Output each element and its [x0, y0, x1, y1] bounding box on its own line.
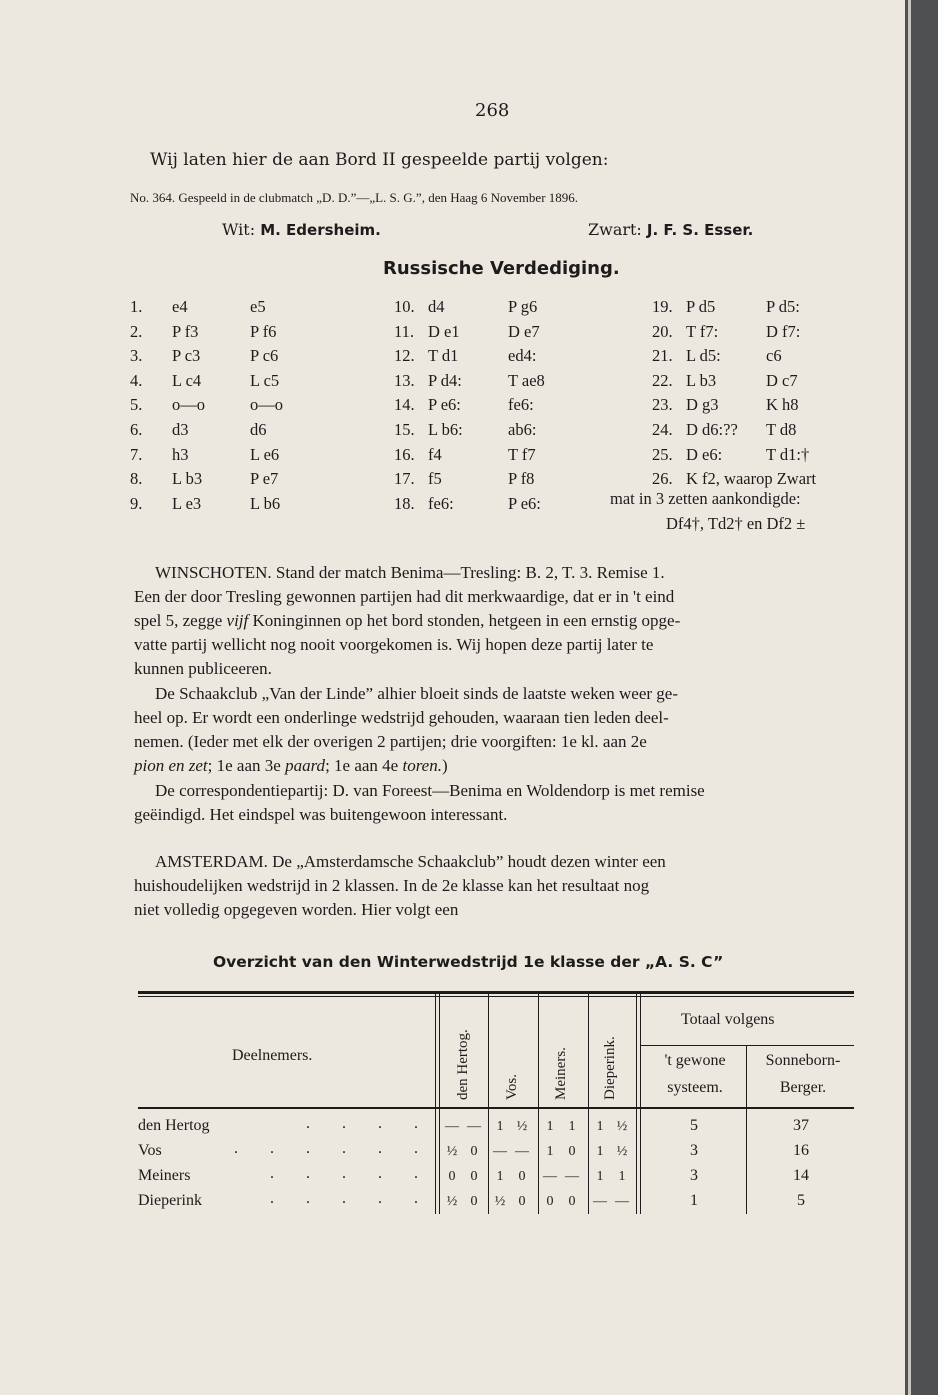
corr-line-1: De correspondentiepartij: D. van Foreest—Benima en Woldendorp is met remise [155, 781, 705, 800]
white-move: L c4 [172, 370, 202, 390]
move-number: 3. [130, 346, 143, 366]
linde-line-2: heel op. Er wordt een onderlinge wedstrijd gehouden, waaraan tien leden deel- [134, 708, 669, 727]
white-move: P f3 [172, 321, 199, 341]
row-leader-dots: . . . . . [270, 1190, 432, 1207]
winschoten-line-3a: spel 5, zegge [134, 611, 227, 630]
black-move: L b6 [250, 493, 281, 513]
black-move: P e6: [508, 493, 541, 513]
winschoten-line-3c: Koninginnen op het bord stonden, hetgeen in een ernstig opge- [248, 611, 681, 630]
row-leader-dots: . . . . . [270, 1165, 432, 1182]
col-rule-2 [488, 994, 489, 1214]
move-number: 26. [652, 469, 673, 489]
white-move: P d4: [428, 370, 462, 390]
winschoten-line-4: vatte partij wellicht nog nooit voorgekomen is. Wij hopen deze partij later te [134, 635, 654, 654]
corr-line-2: geëindigd. Het eindspel was buitengewoon interessant. [134, 805, 508, 824]
row-leader-dots: . . . . [306, 1115, 432, 1132]
linde-line-3: nemen. (Ieder met elk der overigen 2 partijen; drie voorgiften: 1e kl. aan 2e [134, 732, 647, 751]
row-sonneborn-berger: 16 [793, 1142, 809, 1159]
score-cell: — [543, 1169, 557, 1184]
score-cell: — [565, 1169, 579, 1184]
black-player: J. F. S. Esser. [646, 221, 754, 239]
black-move: T ae8 [508, 370, 545, 390]
row-leader-dots: . . . . . . [234, 1140, 432, 1157]
table-top-rule [138, 991, 854, 994]
score-cell: 0 [470, 1194, 478, 1209]
col-total-normal-2: systeem. [667, 1079, 723, 1096]
black-label: Zwart: [588, 220, 642, 239]
winschoten-line-2: Een der door Tresling gewonnen partijen had dit merkwaardige, dat er in 't eind [134, 587, 675, 606]
row-name: Vos [138, 1142, 162, 1159]
black-player-line [588, 220, 753, 239]
linde-paragraph [134, 682, 854, 778]
score-cell: ½ [516, 1119, 528, 1134]
score-cell: 1 [596, 1144, 604, 1159]
move-number: 14. [394, 395, 415, 415]
black-move: P f6 [250, 321, 277, 341]
score-cell: — [467, 1119, 481, 1134]
white-move: P e6: [428, 395, 461, 415]
white-move: L b6: [428, 420, 463, 439]
col-total-normal-1: 't gewone [664, 1052, 726, 1069]
black-move: P c6 [250, 346, 279, 366]
winschoten-paragraph [134, 561, 854, 681]
col-total: Totaal volgens [681, 1011, 775, 1028]
white-move: fe6: [428, 493, 454, 513]
col-player-3: Dieperink. [602, 1036, 618, 1100]
black-move: fe6: [508, 395, 534, 415]
white-move: T f7: [686, 321, 719, 341]
white-move: D e1 [428, 321, 460, 341]
white-move: P d5 [686, 297, 716, 316]
row-total: 3 [690, 1142, 698, 1159]
score-cell: ½ [494, 1194, 506, 1209]
score-cell: 0 [568, 1144, 576, 1159]
move-number: 10. [394, 297, 415, 316]
move-number: 18. [394, 493, 415, 513]
white-move: T d1 [428, 346, 459, 366]
score-cell: 0 [448, 1169, 456, 1184]
move-number: 9. [130, 493, 143, 513]
black-move: ed4: [508, 346, 537, 366]
col-rule-5b [640, 994, 641, 1214]
white-move: L d5: [686, 346, 721, 366]
white-move: L e3 [172, 493, 202, 513]
black-move: D c7 [766, 370, 798, 390]
col-rule-1b [439, 994, 440, 1214]
score-cell: 0 [568, 1194, 576, 1209]
black-move: e5 [250, 297, 266, 316]
score-cell: 1 [596, 1119, 604, 1134]
row-total: 5 [690, 1117, 698, 1134]
white-move: D d6:?? [686, 420, 738, 439]
black-move: d6 [250, 420, 267, 439]
game-header: No. 364. Gespeeld in de clubmatch „D. D.”—„L. S. G.”, den Haag 6 November 1896. [130, 190, 579, 205]
score-cell: 1 [496, 1119, 504, 1134]
game-ending-2: Df4†, Td2† en Df2 ± [666, 514, 806, 533]
move-number: 6. [130, 420, 143, 439]
amsterdam-paragraph [134, 850, 854, 922]
move-number: 8. [130, 469, 143, 489]
col-rule-1 [435, 994, 436, 1214]
correspondence-paragraph [134, 779, 854, 827]
score-cell: 0 [546, 1194, 554, 1209]
score-cell: ½ [446, 1194, 458, 1209]
row-sonneborn-berger: 14 [793, 1167, 809, 1184]
white-label: Wit: [222, 220, 256, 239]
black-move: c6 [766, 346, 782, 366]
score-cell: — [515, 1144, 529, 1159]
black-move: T f7 [508, 444, 536, 464]
move-number: 1. [130, 297, 143, 316]
white-move: d3 [172, 420, 189, 439]
move-number: 13. [394, 370, 415, 390]
col-total-sb-2: Berger. [779, 1079, 827, 1096]
move-number: 21. [652, 346, 673, 366]
score-cell: — [493, 1144, 507, 1159]
col-player-1: Vos. [504, 1074, 520, 1100]
col-total-sb-1: Sonneborn- [765, 1052, 841, 1069]
move-number: 5. [130, 395, 143, 415]
row-total: 1 [690, 1192, 698, 1209]
white-player-line [222, 220, 381, 239]
score-cell: 1 [546, 1119, 554, 1134]
table-top-rule-thin [138, 996, 854, 997]
linde-line-4c: paard [285, 756, 326, 775]
move-number: 15. [394, 420, 415, 439]
row-sonneborn-berger: 37 [793, 1117, 809, 1134]
black-move: ab6: [508, 420, 537, 439]
score-cell: 0 [470, 1169, 478, 1184]
black-move: L e6 [250, 444, 280, 464]
score-cell: — [593, 1194, 607, 1209]
col-rule-3 [538, 994, 539, 1214]
white-move: P c3 [172, 346, 201, 366]
col-rule-4 [588, 994, 589, 1214]
move-number: 16. [394, 444, 415, 464]
col-player-0: den Hertog. [455, 1029, 471, 1100]
score-cell: — [615, 1194, 629, 1209]
move-number: 17. [394, 469, 415, 489]
white-move: f4 [428, 444, 442, 464]
move-number: 24. [652, 420, 673, 439]
black-move: L c5 [250, 370, 280, 390]
move-number: 12. [394, 346, 415, 366]
winschoten-line-5: kunnen publiceeren. [134, 659, 272, 678]
amsterdam-line-3: niet volledig opgegeven worden. Hier volgt een [134, 900, 459, 919]
move-number: 7. [130, 444, 143, 464]
move-number: 2. [130, 321, 143, 341]
linde-line-4e: toren. [402, 756, 442, 775]
col-participants: Deelnemers. [232, 1047, 313, 1064]
white-move: d4 [428, 297, 445, 316]
linde-line-4f: ) [441, 756, 448, 775]
score-cell: 0 [518, 1169, 526, 1184]
score-cell: 1 [546, 1144, 554, 1159]
score-cell: 1 [568, 1119, 576, 1134]
black-move: K h8 [766, 395, 799, 415]
linde-line-4d: ; 1e aan 4e [325, 756, 403, 775]
amsterdam-line-1: AMSTERDAM. De „Amsterdamsche Schaakclub” houdt dezen winter een [155, 852, 666, 871]
score-cell: ½ [616, 1144, 628, 1159]
black-move: D e7 [508, 321, 540, 341]
white-move: K f2, waarop Zwart [686, 469, 817, 489]
table-title: Overzicht van den Winterwedstrijd 1e klasse der „A. S. C” [213, 953, 724, 971]
linde-line-4a: pion en zet [134, 756, 208, 775]
page-edge-highlight [908, 0, 911, 1395]
score-cell: 0 [470, 1144, 478, 1159]
black-move: D f7: [766, 321, 801, 341]
opening-title: Russische Verdediging. [383, 258, 620, 279]
score-cell: ½ [446, 1144, 458, 1159]
score-cell: 0 [518, 1194, 526, 1209]
black-move: P d5: [766, 297, 800, 316]
total-subrule [640, 1045, 854, 1046]
col-rule-5 [636, 994, 637, 1214]
move-number: 22. [652, 370, 673, 390]
white-move: h3 [172, 444, 189, 464]
game-ending-1: mat in 3 zetten aankondigde: [610, 489, 801, 508]
row-sonneborn-berger: 5 [797, 1192, 805, 1209]
row-name: den Hertog [138, 1117, 210, 1134]
white-move: D g3 [686, 395, 719, 415]
page-number: 268 [475, 100, 510, 121]
score-cell: 1 [596, 1169, 604, 1184]
white-player: M. Edersheim. [260, 221, 381, 239]
col-rule-6 [746, 1046, 747, 1214]
move-number: 23. [652, 395, 673, 415]
move-number: 4. [130, 370, 143, 390]
row-total: 3 [690, 1167, 698, 1184]
col-player-2: Meiners. [553, 1047, 569, 1100]
score-cell: 1 [496, 1169, 504, 1184]
black-move: T d1:† [766, 444, 810, 464]
white-move: e4 [172, 297, 188, 316]
linde-line-1: De Schaakclub „Van der Linde” alhier bloeit sinds de laatste weken weer ge- [155, 684, 679, 703]
black-move: o—o [250, 395, 283, 415]
white-move: o—o [172, 395, 205, 415]
move-number: 11. [394, 321, 415, 341]
black-move: P f8 [508, 469, 535, 489]
black-move: P g6 [508, 297, 538, 316]
move-number: 20. [652, 321, 673, 341]
white-move: D e6: [686, 444, 723, 464]
move-number: 25. [652, 444, 673, 464]
white-move: L b3 [172, 469, 203, 489]
score-cell: 1 [618, 1169, 626, 1184]
row-name: Meiners [138, 1167, 191, 1184]
linde-line-4b: ; 1e aan 3e [207, 756, 286, 775]
score-cell: — [445, 1119, 459, 1134]
row-name: Dieperink [138, 1192, 202, 1209]
black-move: T d8 [766, 420, 797, 439]
winschoten-line-3b: vijf [226, 611, 249, 630]
score-cell: ½ [616, 1119, 628, 1134]
amsterdam-line-2: huishoudelijken wedstrijd in 2 klassen. In de 2e klasse kan het resultaat nog [134, 876, 650, 895]
white-move: L b3 [686, 370, 717, 390]
winschoten-line-1: WINSCHOTEN. Stand der match Benima—Tresling: B. 2, T. 3. Remise 1. [155, 563, 665, 582]
black-move: P e7 [250, 469, 279, 489]
intro-text: Wij laten hier de aan Bord II gespeelde partij volgen: [150, 150, 609, 170]
white-move: f5 [428, 469, 442, 489]
move-number: 19. [652, 297, 673, 316]
